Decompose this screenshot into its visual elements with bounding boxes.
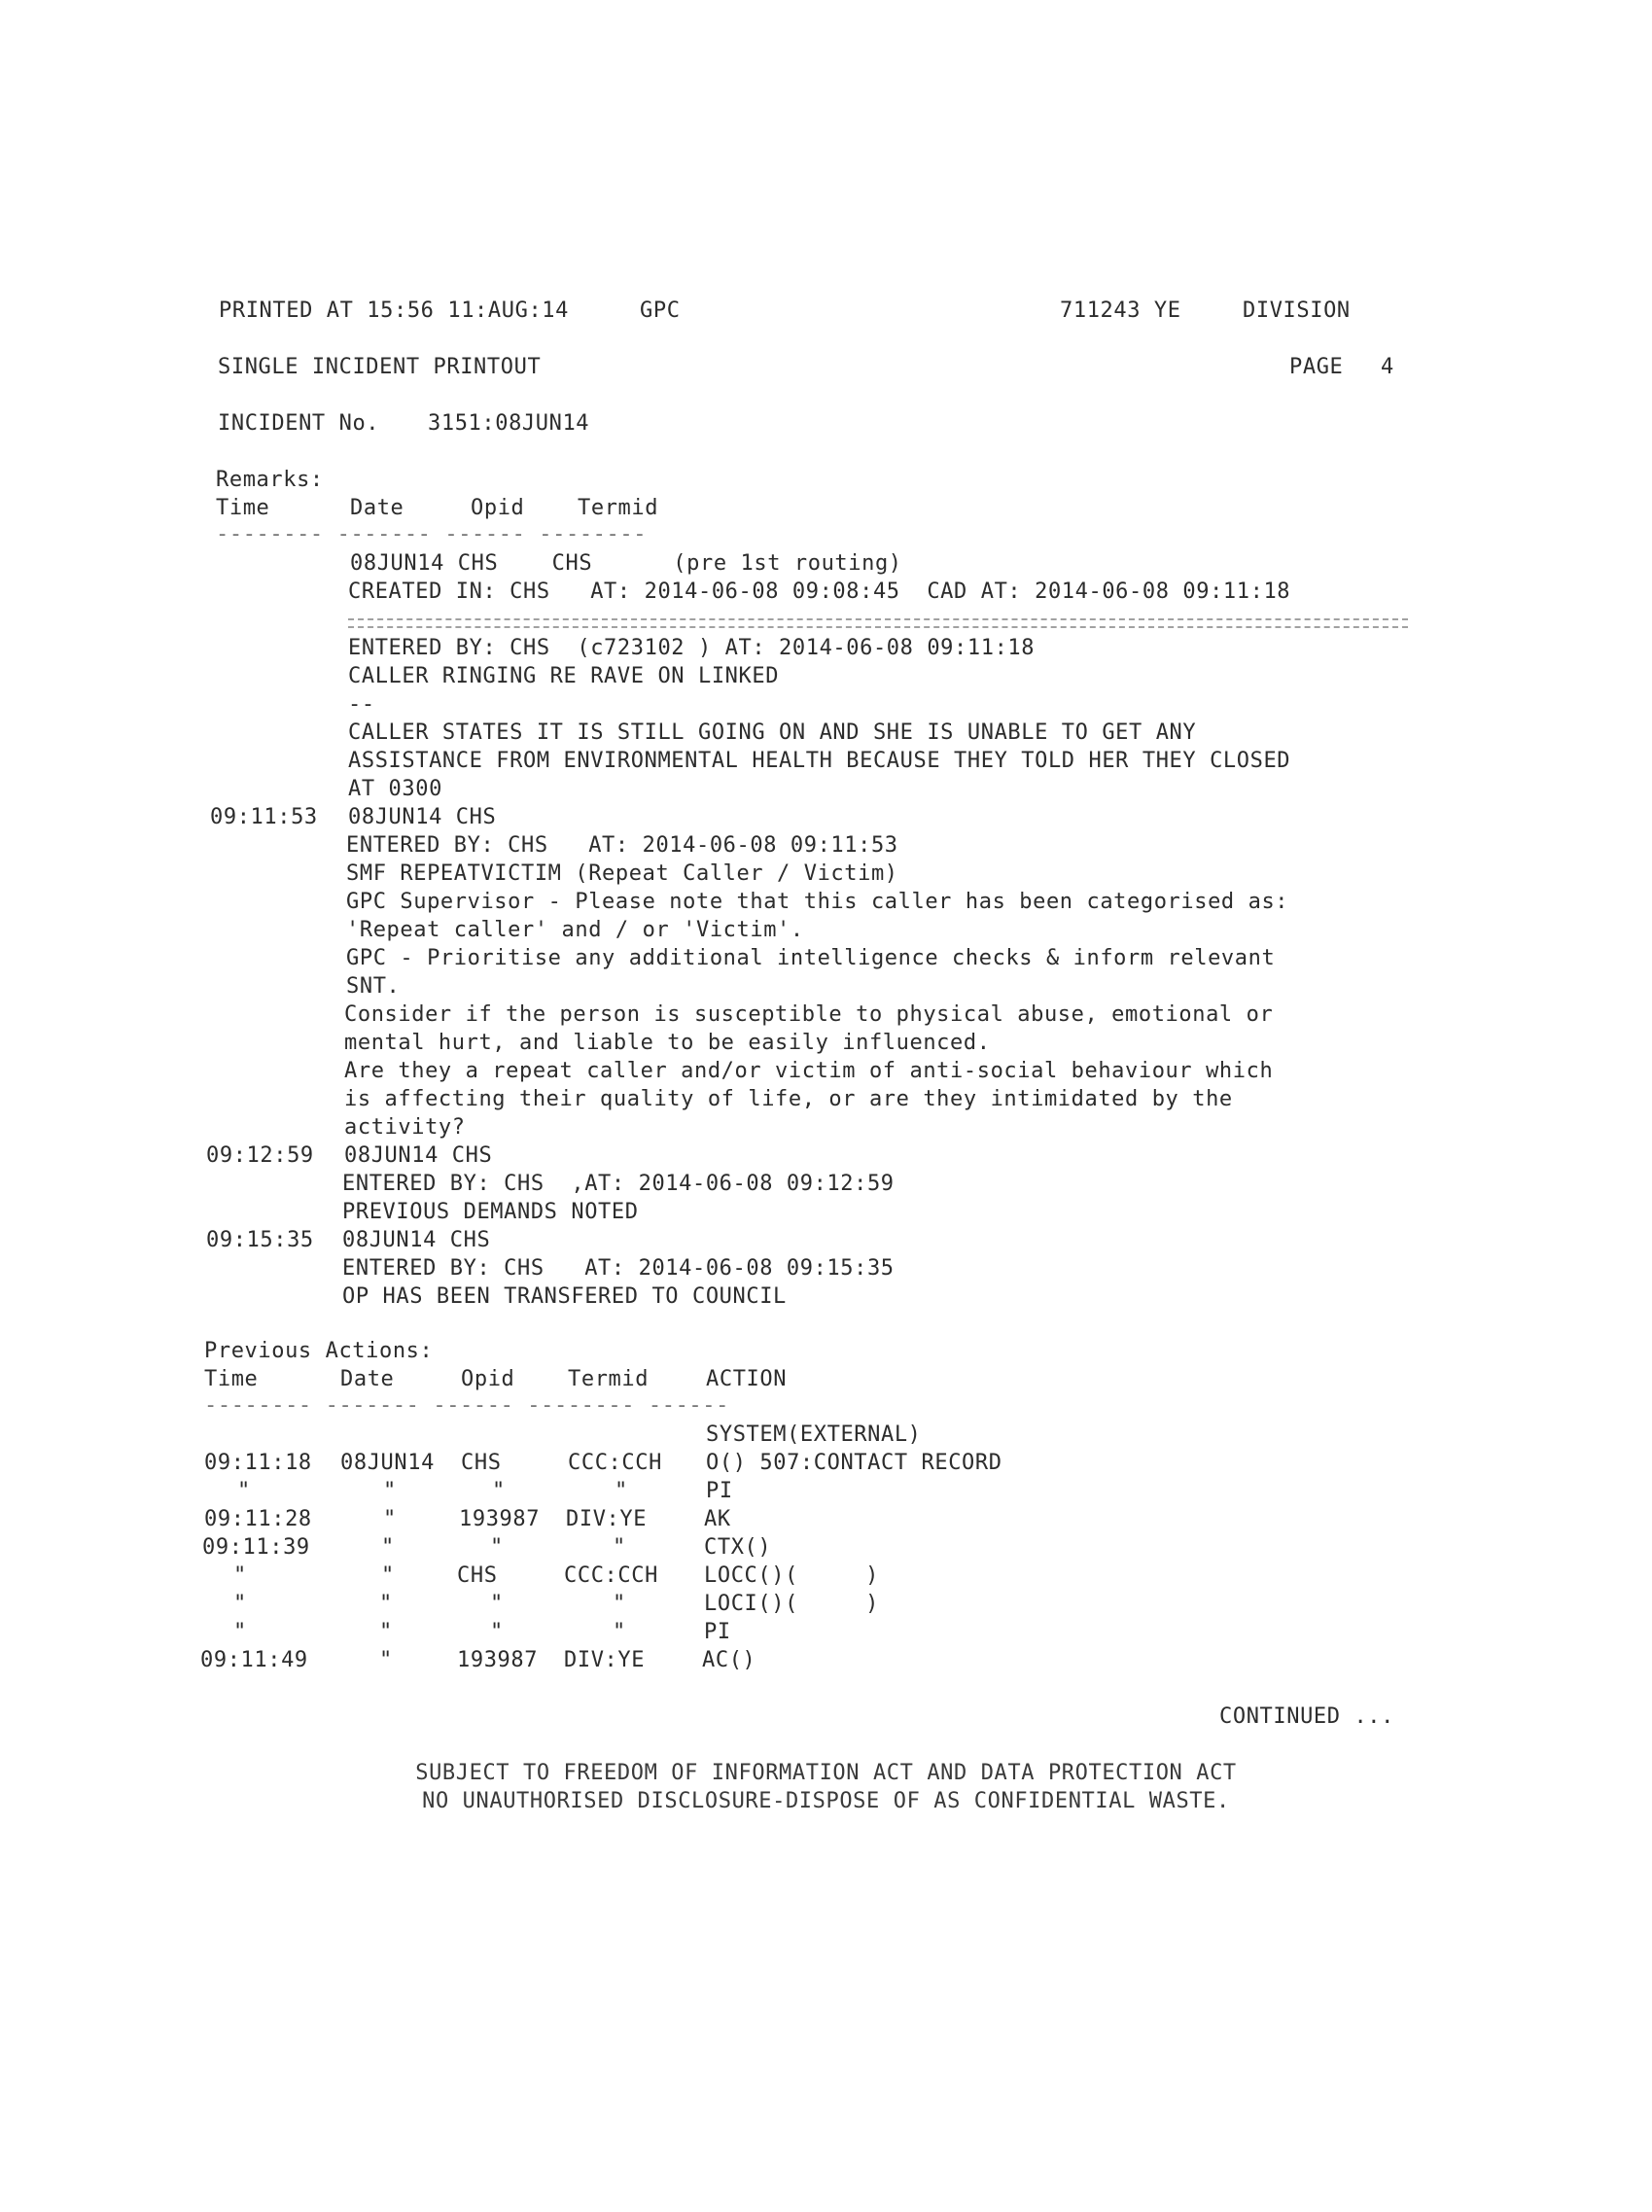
remark-line: CALLER RINGING RE RAVE ON LINKED bbox=[348, 664, 780, 688]
action-date-cell: 08JUN14 bbox=[340, 1451, 435, 1475]
action-cell: LOCI()( ) bbox=[704, 1592, 879, 1616]
remark-line: ENTERED BY: CHS (c723102 ) AT: 2014-06-08 09:11:18 bbox=[348, 636, 1036, 660]
action-termid-cell: CCC:CCH bbox=[564, 1563, 658, 1588]
incident-label: INCIDENT No. bbox=[218, 411, 380, 436]
remark-date-opid: 08JUN14 CHS bbox=[344, 1143, 493, 1168]
action-opid-cell: " bbox=[490, 1535, 504, 1560]
action-cell: AK bbox=[704, 1507, 731, 1531]
remark-line: 08JUN14 CHS CHS (pre 1st routing) bbox=[350, 551, 902, 576]
footer-notice-line-1: SUBJECT TO FREEDOM OF INFORMATION ACT AND DATA PROTECTION ACT bbox=[415, 1761, 1237, 1785]
actions-section-label: Previous Actions: bbox=[204, 1339, 434, 1363]
action-time-cell: 09:11:49 bbox=[200, 1648, 308, 1672]
actions-col-termid: Termid bbox=[568, 1367, 650, 1391]
action-opid-cell: CHS bbox=[457, 1563, 498, 1588]
remarks-section-label: Remarks: bbox=[216, 468, 324, 492]
printer-code: GPC bbox=[640, 298, 681, 323]
remark-line: OP HAS BEEN TRANSFERED TO COUNCIL bbox=[342, 1284, 787, 1309]
remark-line: GPC Supervisor - Please note that this caller has been categorised as: bbox=[346, 890, 1289, 914]
action-cell: SYSTEM(EXTERNAL) bbox=[706, 1422, 922, 1447]
remark-date-opid: 08JUN14 CHS bbox=[348, 805, 497, 829]
action-opid-cell: " bbox=[492, 1479, 506, 1503]
remark-line: 'Repeat caller' and / or 'Victim'. bbox=[346, 918, 804, 942]
action-termid-cell: DIV:YE bbox=[566, 1507, 648, 1531]
remark-line: PREVIOUS DEMANDS NOTED bbox=[342, 1200, 639, 1224]
remark-line: -- bbox=[348, 692, 375, 717]
remark-line: mental hurt, and liable to be easily influenced. bbox=[344, 1031, 991, 1055]
action-date-cell: " bbox=[379, 1620, 393, 1644]
action-date-cell: " bbox=[381, 1535, 395, 1560]
action-termid-cell: " bbox=[613, 1535, 626, 1560]
remark-line: GPC - Prioritise any additional intelligence checks & inform relevant bbox=[346, 946, 1276, 970]
remark-line: activity? bbox=[344, 1115, 466, 1140]
actions-header-underline: -------- ------- ------ -------- ------ bbox=[204, 1393, 729, 1418]
action-cell: CTX() bbox=[704, 1535, 772, 1560]
action-termid-cell: DIV:YE bbox=[564, 1648, 646, 1672]
page-number: 4 bbox=[1381, 355, 1394, 379]
reference-code: 711243 YE bbox=[1060, 298, 1181, 323]
action-cell: AC() bbox=[702, 1648, 756, 1672]
action-opid-cell: CHS bbox=[461, 1451, 502, 1475]
action-cell: PI bbox=[704, 1620, 731, 1644]
action-cell: PI bbox=[706, 1479, 733, 1503]
action-time-cell: " bbox=[237, 1479, 251, 1503]
division-label: DIVISION bbox=[1243, 298, 1351, 323]
actions-col-date: Date bbox=[340, 1367, 395, 1391]
action-date-cell: " bbox=[379, 1592, 393, 1616]
action-termid-cell: " bbox=[613, 1592, 626, 1616]
action-termid-cell: CCC:CCH bbox=[568, 1451, 662, 1475]
action-time-cell: " bbox=[233, 1620, 247, 1644]
action-date-cell: " bbox=[383, 1507, 397, 1531]
remark-line: AT 0300 bbox=[348, 777, 442, 801]
action-date-cell: " bbox=[383, 1479, 397, 1503]
remark-line: ASSISTANCE FROM ENVIRONMENTAL HEALTH BECAUSE THEY TOLD HER THEY CLOSED bbox=[348, 749, 1291, 773]
actions-col-time: Time bbox=[204, 1367, 259, 1391]
footer-notice-line-2: NO UNAUTHORISED DISCLOSURE-DISPOSE OF AS CONFIDENTIAL WASTE. bbox=[422, 1789, 1230, 1813]
remark-line: ENTERED BY: CHS AT: 2014-06-08 09:11:53 bbox=[346, 833, 898, 858]
remarks-col-termid: Termid bbox=[578, 496, 659, 520]
separator-line bbox=[348, 618, 1408, 628]
action-time-cell: " bbox=[233, 1592, 247, 1616]
action-date-cell: " bbox=[381, 1563, 395, 1588]
action-opid-cell: " bbox=[490, 1592, 504, 1616]
action-opid-cell: " bbox=[490, 1620, 504, 1644]
remark-line: is affecting their quality of life, or are they intimidated by the bbox=[344, 1087, 1233, 1111]
action-termid-cell: " bbox=[615, 1479, 628, 1503]
document-type: SINGLE INCIDENT PRINTOUT bbox=[218, 355, 542, 379]
action-opid-cell: 193987 bbox=[457, 1648, 539, 1672]
remark-line: ENTERED BY: CHS AT: 2014-06-08 09:15:35 bbox=[342, 1256, 895, 1281]
printed-at: PRINTED AT 15:56 11:AUG:14 bbox=[219, 298, 569, 323]
action-time-cell: " bbox=[233, 1563, 247, 1588]
action-cell: O() 507:CONTACT RECORD bbox=[706, 1451, 1002, 1475]
remark-line: CALLER STATES IT IS STILL GOING ON AND SHE IS UNABLE TO GET ANY bbox=[348, 720, 1197, 745]
remarks-col-opid: Opid bbox=[471, 496, 525, 520]
action-time-cell: 09:11:18 bbox=[204, 1451, 312, 1475]
action-time-cell: 09:11:39 bbox=[202, 1535, 310, 1560]
action-cell: LOCC()( ) bbox=[704, 1563, 879, 1588]
remark-time: 09:11:53 bbox=[210, 805, 318, 829]
incident-number: 3151:08JUN14 bbox=[428, 411, 590, 436]
remark-time: 09:12:59 bbox=[206, 1143, 314, 1168]
remarks-col-date: Date bbox=[350, 496, 404, 520]
remark-date-opid: 08JUN14 CHS bbox=[342, 1228, 491, 1252]
remark-line: CREATED IN: CHS AT: 2014-06-08 09:08:45 CAD AT: 2014-06-08 09:11:18 bbox=[348, 579, 1291, 604]
page-label: PAGE bbox=[1289, 355, 1344, 379]
action-date-cell: " bbox=[379, 1648, 393, 1672]
actions-col-action: ACTION bbox=[706, 1367, 788, 1391]
remark-line: Are they a repeat caller and/or victim of anti-social behaviour which bbox=[344, 1059, 1274, 1083]
remark-line: ENTERED BY: CHS ,AT: 2014-06-08 09:12:59 bbox=[342, 1172, 895, 1196]
actions-col-opid: Opid bbox=[461, 1367, 515, 1391]
remark-time: 09:15:35 bbox=[206, 1228, 314, 1252]
action-termid-cell: " bbox=[613, 1620, 626, 1644]
action-time-cell: 09:11:28 bbox=[204, 1507, 312, 1531]
action-opid-cell: 193987 bbox=[459, 1507, 541, 1531]
remarks-col-time: Time bbox=[216, 496, 270, 520]
remarks-header-underline: -------- ------- ------ -------- bbox=[216, 522, 648, 546]
remark-line: SMF REPEATVICTIM (Repeat Caller / Victim) bbox=[346, 861, 898, 886]
remark-line: Consider if the person is susceptible to physical abuse, emotional or bbox=[344, 1002, 1274, 1027]
remark-line: SNT. bbox=[346, 974, 401, 999]
continued-label: CONTINUED ... bbox=[1219, 1704, 1394, 1729]
